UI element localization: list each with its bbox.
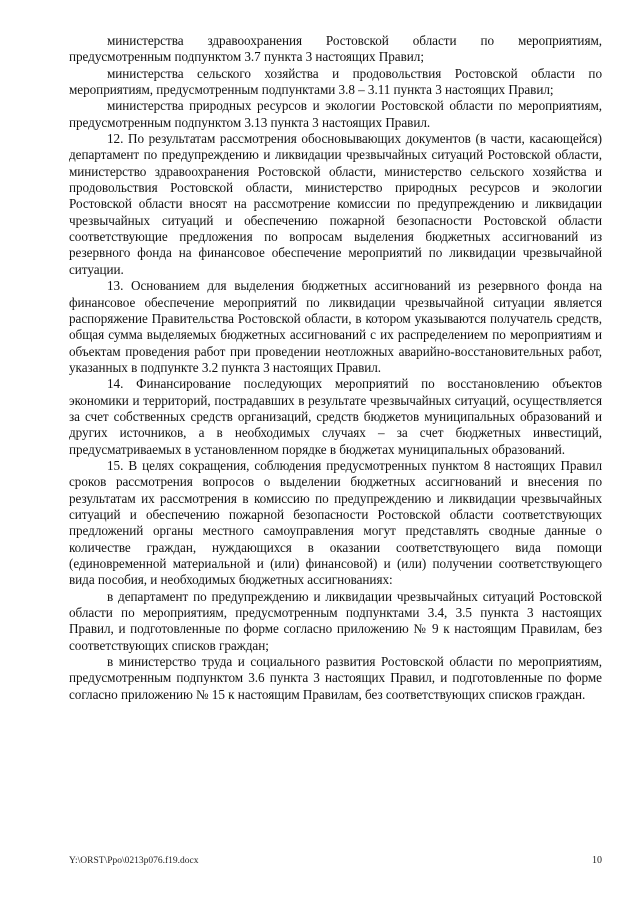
paragraph-15-labor-ministry: в министерство труда и социального развития Ростовской области по мероприятиям, предусмотренным подпунктом 3.6 пункта 3 настоящих Правил, и подготовленные по форме согласно приложению № 15 к настоящим Правилам, без соответствующих списков граждан. [69, 654, 602, 702]
paragraph-14: 14. Финансирование последующих мероприятий по восстановлению объектов экономики и территорий, пострадавших в результате чрезвычайных ситуаций, осуществляется за счет собственных средств организаций, средств бюджетов муниципальных образований и других источников, а в необходимых случаях – за счет бюджетных инвестиций, предусматриваемых в установленном порядке в бюджетах муниципальных образований. [69, 376, 602, 457]
paragraph-13: 13. Основанием для выделения бюджетных ассигнований из резервного фонда на финансовое обеспечение мероприятий по ликвидации чрезвычайной ситуации является распоряжение Правительства Ростовской области, в котором указываются получатель средств, общая сумма выделяемых бюджетных ассигнований с их распределением по мероприятиям и объектам проведения работ при проведении неотложных аварийно-восстановительных работ, указанных в подпункте 3.2 пункта 3 настоящих Правил. [69, 278, 602, 375]
footer-file-path: Y:\ORST\Ppo\0213p076.f19.docx [69, 856, 199, 866]
document-page [69, 33, 602, 703]
paragraph-health-ministry: министерства здравоохранения Ростовской области по мероприятиям, предусмотренным подпунктом 3.7 пункта 3 настоящих Правил; [69, 33, 602, 65]
paragraph-agriculture-ministry: министерства сельского хозяйства и продовольствия Ростовской области по мероприятиям, предусмотренным подпунктами 3.8 – 3.11 пункта 3 настоящих Правил; [69, 65, 602, 98]
paragraph-15: 15. В целях сокращения, соблюдения предусмотренных пунктом 8 настоящих Правил сроков рассмотрения вопросов о выделении бюджетных ассигнований и внесения по результатам их рассмотрения в комиссию по предупреждению и ликвидации чрезвычайных ситуаций и обеспечению пожарной безопасности Ростовской области соответствующих предложений органы местного самоуправления могут представлять сводные данные о количестве граждан, нуждающихся в оказании соответствующего вида помощи (единовременной материальной и (или) финансовой) и (или) получении соответствующего вида пособия, и необходимых бюджетных ассигнованиях: [69, 457, 602, 588]
paragraph-15-emergency-department: в департамент по предупреждению и ликвидации чрезвычайных ситуаций Ростовской области по мероприятиям, предусмотренным подпунктами 3.4, 3.5 пункта 3 настоящих Правил, и подготовленные по форме согласно приложению № 9 к настоящим Правилам, без соответствующих списков граждан; [69, 588, 602, 653]
page-number: 10 [592, 855, 602, 866]
paragraph-natural-resources-ministry: министерства природных ресурсов и экологии Ростовской области по мероприятиям, предусмотренным подпунктом 3.13 пункта 3 настоящих Правил. [69, 98, 602, 130]
paragraph-12: 12. По результатам рассмотрения обосновывающих документов (в части, касающейся) департамент по предупреждению и ликвидации чрезвычайных ситуаций Ростовской области, министерство здравоохранения Ростовской области, министерство сельского хозяйства и продовольствия Ростовской области, министерство природных ресурсов и экологии Ростовской области вносят на рассмотрение комиссии по предупреждению и ликвидации чрезвычайных ситуаций и обеспечению пожарной безопасности Ростовской области соответствующие предложения по вопросам выделения бюджетных ассигнований из резервного фонда на финансовое обеспечение мероприятий по ликвидации чрезвычайной ситуации. [69, 131, 602, 277]
